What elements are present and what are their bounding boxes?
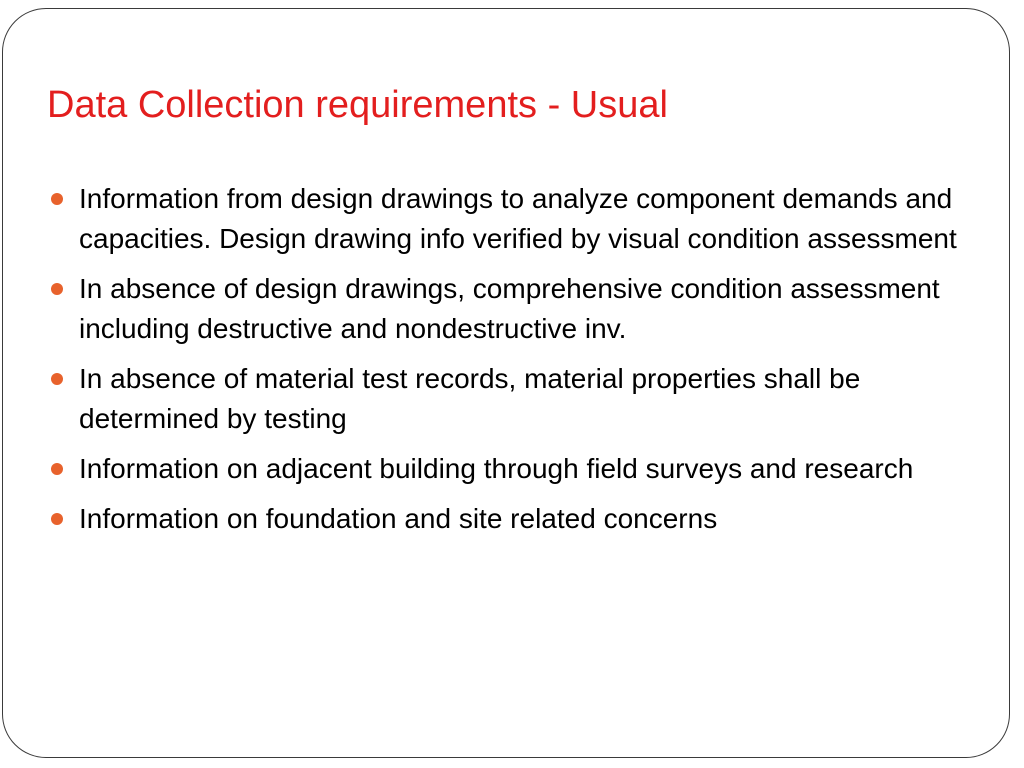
bullet-item — [51, 269, 971, 349]
bullet-text: Information on adjacent building through field surveys and research — [79, 453, 914, 484]
slide-title: Data Collection requirements - Usual — [47, 84, 668, 126]
bullet-text: Information from design drawings to analyze component demands and capacities. Design drawing info verified by visual condition assessment — [79, 183, 957, 254]
bullet-dot-icon — [51, 463, 63, 475]
slide — [2, 8, 1010, 758]
bullet-dot-icon — [51, 513, 63, 525]
bullet-text: In absence of material test records, material properties shall be determined by testing — [79, 363, 861, 434]
bullet-dot-icon — [51, 373, 63, 385]
bullet-item — [51, 179, 971, 259]
bullet-list — [51, 179, 971, 549]
bullet-item — [51, 359, 971, 439]
bullet-dot-icon — [51, 193, 63, 205]
bullet-item — [51, 499, 971, 539]
bullet-text: In absence of design drawings, comprehensive condition assessment including destructive and nondestructive inv. — [79, 273, 940, 344]
bullet-item — [51, 449, 971, 489]
bullet-dot-icon — [51, 283, 63, 295]
bullet-text: Information on foundation and site related concerns — [79, 503, 718, 534]
